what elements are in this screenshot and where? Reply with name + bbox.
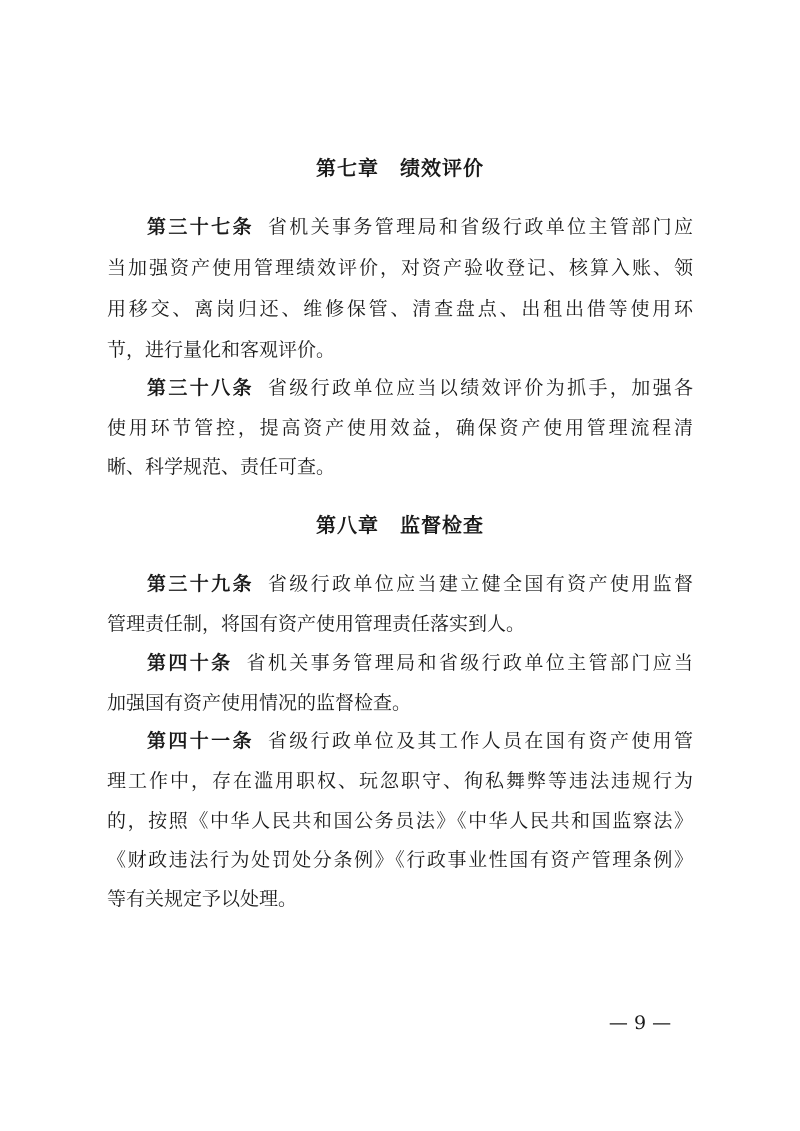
article-text-line: 省级行政单位及其工作人员在国有资产使用管 bbox=[267, 730, 693, 752]
page-number: — 9 — bbox=[608, 1012, 672, 1034]
article-text-line: 的，按照《中华人民共和国公务员法》《中华人民共和国监察法》 bbox=[107, 810, 693, 832]
article-number: 第四十条 bbox=[147, 652, 233, 674]
chapter-7-heading: 第七章 绩效评价 bbox=[316, 156, 484, 180]
article-text-line: 节，进行量化和客观评价。 bbox=[107, 339, 336, 361]
article-text-line: 省级行政单位应当建立健全国有资产使用监督 bbox=[267, 573, 693, 595]
article-text-line: 省机关事务管理局和省级行政单位主管部门应 bbox=[267, 216, 693, 238]
chapter-8-heading: 第八章 监督检查 bbox=[316, 513, 484, 537]
article-text-line: 晰、科学规范、责任可查。 bbox=[107, 456, 336, 478]
article-text-line: 理工作中，存在滥用职权、玩忽职守、徇私舞弊等违法违规行为 bbox=[107, 770, 693, 792]
article-text-line: 省机关事务管理局和省级行政单位主管部门应当 bbox=[246, 652, 693, 674]
article-text-line: 省级行政单位应当以绩效评价为抓手，加强各 bbox=[267, 377, 693, 399]
article-number: 第四十一条 bbox=[147, 730, 254, 752]
article-text-line: 《财政违法行为处罚处分条例》《行政事业性国有资产管理条例》 bbox=[107, 849, 693, 871]
article-text-line: 当加强资产使用管理绩效评价，对资产验收登记、核算入账、领 bbox=[107, 257, 693, 279]
article-text-line: 用移交、离岗归还、维修保管、清查盘点、出租出借等使用环 bbox=[107, 298, 693, 320]
article-number: 第三十九条 bbox=[147, 573, 254, 595]
article-number: 第三十七条 bbox=[147, 216, 254, 238]
article-text-line: 管理责任制，将国有资产使用管理责任落实到人。 bbox=[107, 613, 526, 635]
article-text-line: 等有关规定予以处理。 bbox=[107, 888, 298, 910]
article-number: 第三十八条 bbox=[147, 377, 254, 399]
article-text-line: 加强国有资产使用情况的监督检查。 bbox=[107, 692, 412, 714]
article-text-line: 使用环节管控，提高资产使用效益，确保资产使用管理流程清 bbox=[107, 417, 693, 439]
